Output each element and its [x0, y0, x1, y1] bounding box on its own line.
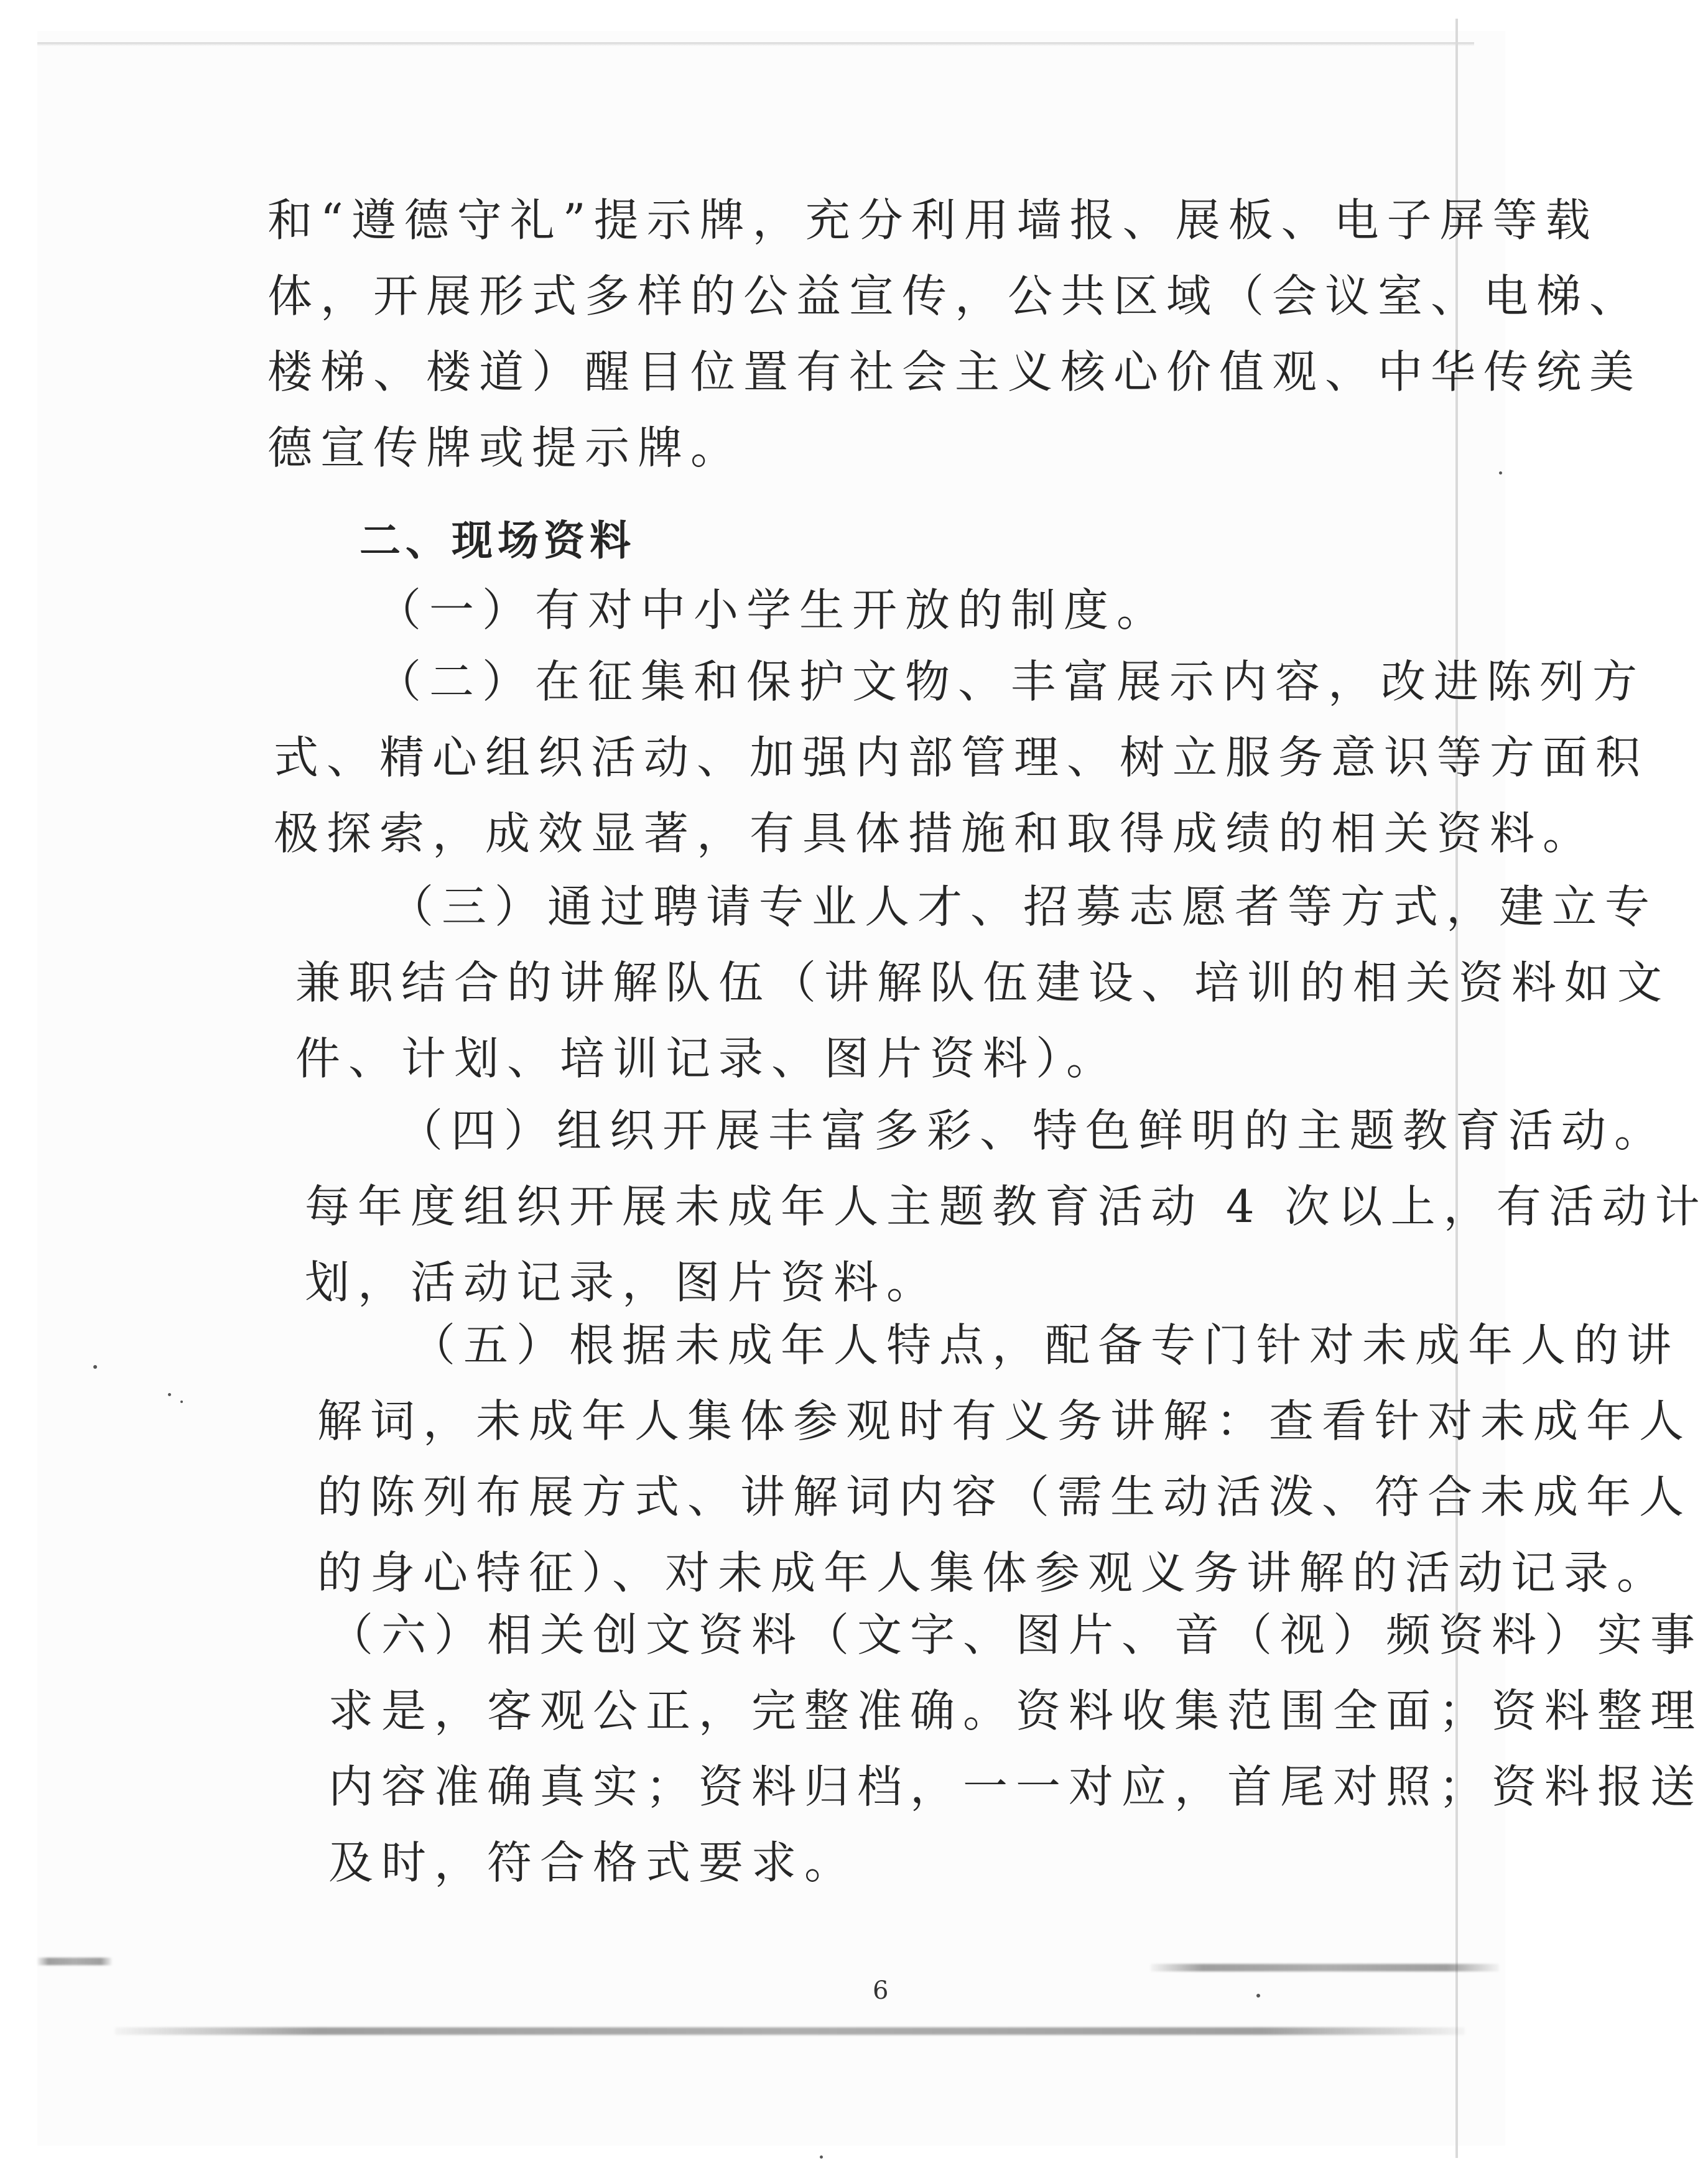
item-line: （六）相关创文资料（文字、图片、音（视）频资料）实事: [328, 1609, 1704, 1661]
item-line: 内容准确真实；资料归档，一一对应，首尾对照；资料报送: [328, 1761, 1704, 1813]
item-line: 划，活动记录，图片资料。: [305, 1256, 940, 1308]
item-4: [305, 1093, 1708, 1320]
continuation-paragraph: [267, 182, 1642, 486]
scan-speck: [180, 1401, 183, 1403]
scan-artifact-line: [37, 1958, 112, 1965]
scan-artifact-line: [1151, 1964, 1499, 1971]
section-heading: 二、现场资料: [360, 517, 636, 565]
page-top-edge: [37, 42, 1474, 46]
item-line: 的陈列布展方式、讲解词内容（需生动活泼、符合未成年人: [317, 1471, 1692, 1523]
paragraph-line: 和“遵德守礼”提示牌，充分利用墙报、展板、电子屏等载: [267, 194, 1599, 246]
scan-artifact-line: [115, 2027, 1465, 2035]
item-5: [317, 1307, 1692, 1611]
item-line: 解词，未成年人集体参观时有义务讲解：查看针对未成年人: [317, 1395, 1692, 1447]
item-line: 及时，符合格式要求。: [328, 1836, 858, 1889]
item-1: [376, 572, 1169, 648]
item-6: [328, 1597, 1703, 1901]
scan-speck: [93, 1365, 97, 1369]
item-line: 兼职结合的讲解队伍（讲解队伍建设、培训的相关资料如文: [295, 956, 1671, 1009]
scan-speck: [820, 2155, 823, 2159]
scan-speck: [1499, 471, 1502, 475]
scan-speck: [168, 1393, 171, 1396]
paragraph-line: 体，开展形式多样的公益宣传，公共区域（会议室、电梯、: [267, 270, 1643, 322]
paragraph-line: 楼梯、楼道）醒目位置有社会主义核心价值观、中华传统美: [267, 346, 1643, 398]
item-line: （四）组织开展丰富多彩、特色鲜明的主题教育活动。: [398, 1104, 1668, 1157]
item-line: 极探索，成效显著，有具体措施和取得成绩的相关资料。: [274, 807, 1596, 859]
item-line: （一）有对中小学生开放的制度。: [376, 584, 1170, 636]
item-line: （二）在征集和保护文物、丰富展示内容，改进陈列方: [376, 655, 1646, 708]
item-line: 求是，客观公正，完整准确。资料收集范围全面；资料整理: [328, 1685, 1704, 1737]
item-3: [295, 869, 1670, 1096]
item-line: 每年度组织开展未成年人主题教育活动 4 次以上，有活动计: [305, 1180, 1708, 1233]
page-number: 6: [873, 1976, 889, 2005]
scan-speck: [1256, 1994, 1260, 1998]
item-line: 的身心特征）、对未成年人集体参观义务讲解的活动记录。: [317, 1547, 1670, 1599]
item-2: [274, 644, 1648, 871]
item-line: （五）根据未成年人特点，配备专门针对未成年人的讲: [411, 1319, 1680, 1371]
paragraph-line: 德宣传牌或提示牌。: [267, 422, 744, 474]
item-line: 式、精心组织活动、加强内部管理、树立服务意识等方面积: [274, 731, 1649, 784]
item-line: （三）通过聘请专业人才、招募志愿者等方式，建立专: [389, 881, 1658, 933]
item-line: 件、计划、培训记录、图片资料）。: [295, 1032, 1120, 1085]
